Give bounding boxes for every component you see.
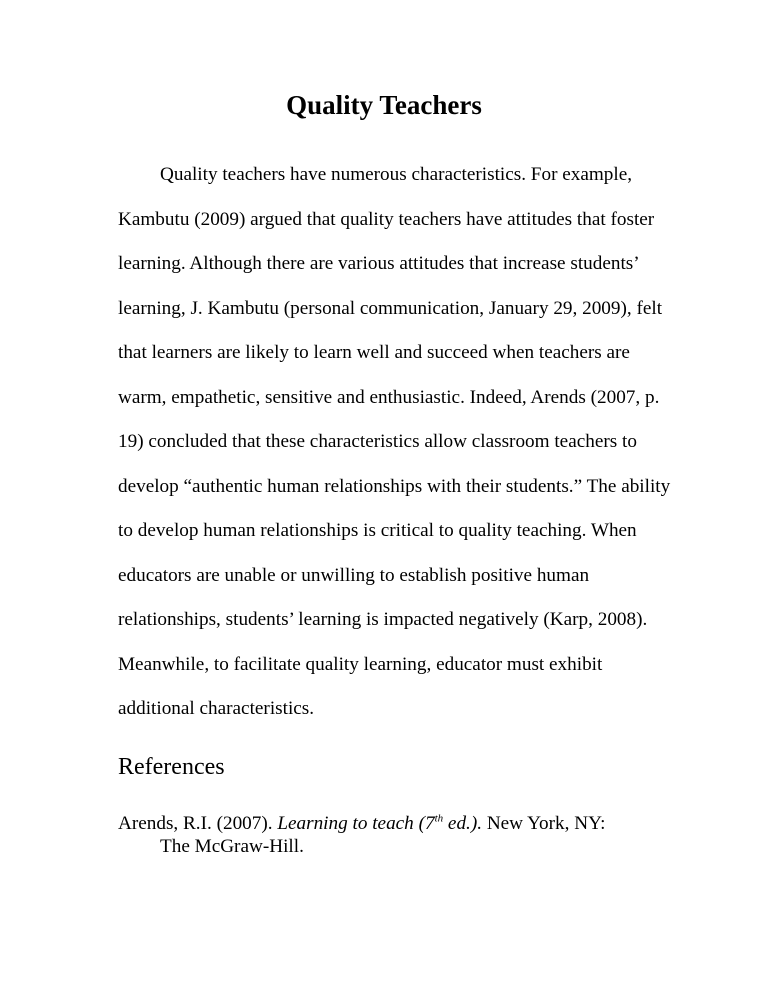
reference-title-end: ed.).: [443, 813, 483, 834]
references-heading: References: [118, 754, 225, 780]
reference-authors-year: Arends, R.I. (2007).: [118, 813, 278, 834]
paragraph-line: Quality teachers have numerous characteristics. For example,: [160, 164, 633, 185]
paragraph-line: relationships, students’ learning is impacted negatively (Karp, 2008).: [118, 609, 648, 630]
reference-publisher-place: New York, NY:: [482, 813, 606, 834]
paragraph-line: learning. Although there are various attitudes that increase students’: [118, 253, 640, 274]
reference-first-line: [118, 812, 678, 835]
paragraph-line: that learners are likely to learn well and succeed when teachers are: [118, 342, 630, 363]
paragraph-line: Meanwhile, to facilitate quality learning, educator must exhibit: [118, 653, 603, 675]
paragraph-line: Kambutu (2009) argued that quality teachers have attitudes that foster: [118, 208, 655, 230]
paragraph-line: educators are unable or unwilling to establish positive human: [118, 564, 590, 586]
reference-title-start: Learning to teach (7: [277, 813, 435, 834]
reference-entry: [118, 812, 678, 858]
document-title: Quality Teachers: [286, 90, 482, 120]
reference-title: [277, 813, 482, 834]
paragraph-line: additional characteristics.: [118, 698, 315, 719]
reference-publisher-name: The McGraw-Hill.: [160, 836, 304, 857]
paragraph-line: 19) concluded that these characteristics allow classroom teachers to: [118, 431, 637, 452]
paragraph-line: learning, J. Kambutu (personal communication, January 29, 2009), felt: [118, 297, 663, 319]
paragraph-line: to develop human relationships is critical to quality teaching. When: [118, 520, 637, 541]
body-paragraph: [118, 153, 671, 732]
paragraph-line: develop “authentic human relationships with their students.” The ability: [118, 475, 671, 497]
reference-edition-superscript: th: [434, 812, 444, 825]
paragraph-line: warm, empathetic, sensitive and enthusiastic. Indeed, Arends (2007, p.: [118, 386, 660, 408]
